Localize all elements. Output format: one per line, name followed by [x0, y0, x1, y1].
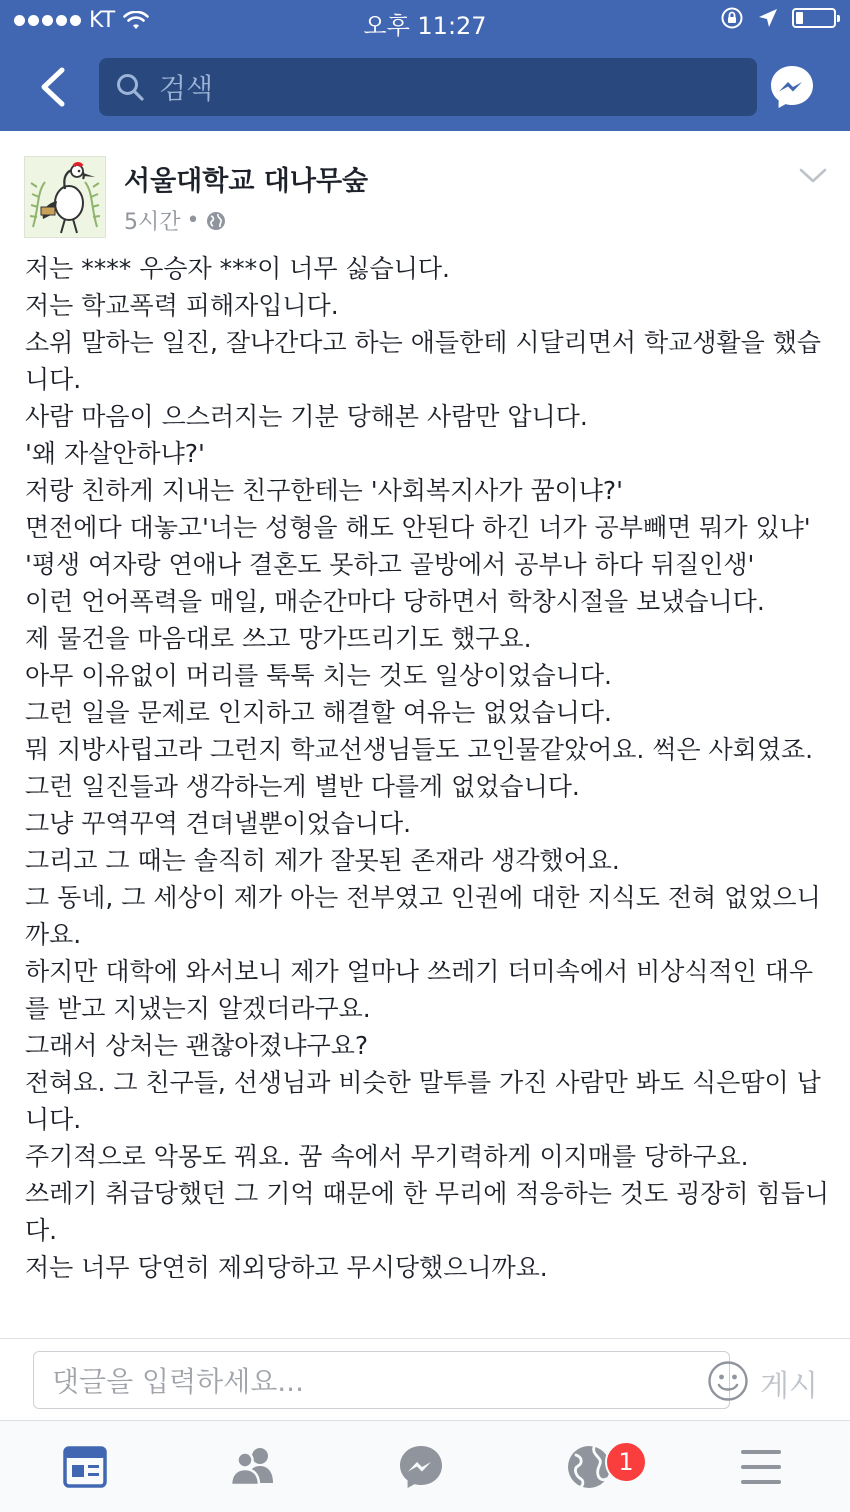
- post-line: 하지만 대학에 와서보니 제가 얼마나 쓰레기 더미속에서 비상식적인 대우를 받고 지냈는지 알겠더라구요.: [25, 957, 814, 1023]
- post-line: 그런 일을 문제로 인지하고 해결할 여유는 없었습니다.: [25, 698, 612, 727]
- messenger-icon[interactable]: [768, 63, 816, 111]
- post-line: 그래서 상처는 괜찮아졌냐구요?: [25, 1031, 369, 1060]
- menu-icon[interactable]: [733, 1439, 789, 1495]
- post-header: [0, 131, 850, 241]
- post-meta: [124, 205, 226, 236]
- post-line: 뭐 지방사립고라 그런지 학교선생님들도 고인물같았어요. 썩은 사회였죠.: [25, 735, 814, 764]
- post-line: 이런 언어폭력을 매일, 매순간마다 당하면서 학창시절을 보냈습니다.: [25, 587, 765, 616]
- tab-bar: [0, 1420, 850, 1512]
- post-line: 그냥 꾸역꾸역 견뎌낼뿐이었습니다.: [25, 809, 412, 838]
- post-line: 소위 말하는 일진, 잘나간다고 하는 애들한테 시달리면서 학교생활을 했습니다.: [25, 328, 822, 394]
- post-line: 그런 일진들과 생각하는게 별반 다를게 없었습니다.: [25, 772, 580, 801]
- comment-input[interactable]: [50, 1360, 654, 1402]
- post-line: 쓰레기 취급당했던 그 기억 때문에 한 무리에 적응하는 것도 굉장히 힘듭니다.: [25, 1179, 829, 1245]
- app-header: [0, 0, 850, 131]
- post-line: 사람 마음이 으스러지는 기분 당해본 사람만 압니다.: [25, 402, 588, 431]
- post-line: 아무 이유없이 머리를 툭툭 치는 것도 일상이었습니다.: [25, 661, 612, 690]
- back-arrow-icon[interactable]: [32, 62, 76, 112]
- globe-icon: [206, 211, 226, 231]
- news-feed-icon[interactable]: [57, 1439, 113, 1495]
- comment-bar: [0, 1338, 850, 1421]
- post-line: 제 물건을 마음대로 쓰고 망가뜨리기도 했구요.: [25, 624, 532, 653]
- page-name[interactable]: 서울대학교 대나무숲: [124, 166, 369, 197]
- notification-badge: 1: [605, 1441, 647, 1483]
- post-time[interactable]: 5시간: [124, 210, 181, 235]
- location-arrow-icon: [758, 8, 778, 28]
- search-bar[interactable]: [99, 58, 757, 116]
- battery-level: [796, 12, 803, 24]
- post-line: 그 동네, 그 세상이 제가 아는 전부였고 인권에 대한 지식도 전혀 없었으니까요.: [25, 883, 821, 949]
- search-icon: [115, 72, 145, 102]
- search-input[interactable]: [157, 66, 741, 110]
- messenger-icon[interactable]: [393, 1439, 449, 1495]
- status-right: [720, 6, 836, 30]
- post-comment-button[interactable]: 게시: [760, 1369, 818, 1404]
- post-line: 전혀요. 그 친구들, 선생님과 비슷한 말투를 가진 사람만 봐도 식은땀이 납니다.: [25, 1068, 821, 1134]
- page-avatar[interactable]: [24, 156, 106, 238]
- post-line: 면전에다 대놓고'너는 성형을 해도 안된다 하긴 너가 공부빼면 뭐가 있냐': [25, 513, 811, 542]
- meta-separator: •: [186, 208, 200, 233]
- post-line: 저랑 친하게 지내는 친구한테는 '사회복지사가 꿈이냐?': [25, 476, 624, 505]
- post-line: 저는 학교폭력 피해자입니다.: [25, 291, 339, 320]
- orientation-lock-icon: [720, 6, 744, 30]
- status-bar: [0, 0, 850, 42]
- comment-box[interactable]: [33, 1351, 730, 1409]
- post-body: [25, 250, 830, 1338]
- friends-icon[interactable]: [225, 1439, 281, 1495]
- crane-logo-icon: [25, 157, 105, 237]
- post-line: 저는 **** 우승자 ***이 너무 싫습니다.: [25, 254, 450, 283]
- carrier-label: KT: [89, 8, 116, 33]
- chevron-down-icon[interactable]: [796, 165, 830, 187]
- post-line: '왜 자살안하냐?': [25, 439, 205, 468]
- post-line: 그리고 그 때는 솔직히 제가 잘못된 존재라 생각했어요.: [25, 846, 620, 875]
- post-line: 저는 너무 당연히 제외당하고 무시당했으니까요.: [25, 1253, 548, 1282]
- post-line: '평생 여자랑 연애나 결혼도 못하고 골방에서 공부나 하다 뒤질인생': [25, 550, 755, 579]
- status-time: 오후 11:27: [363, 12, 487, 40]
- battery-icon: [792, 8, 836, 28]
- emoji-icon[interactable]: [706, 1359, 750, 1403]
- post-line: 주기적으로 악몽도 꿔요. 꿈 속에서 무기력하게 이지매를 당하구요.: [25, 1142, 749, 1171]
